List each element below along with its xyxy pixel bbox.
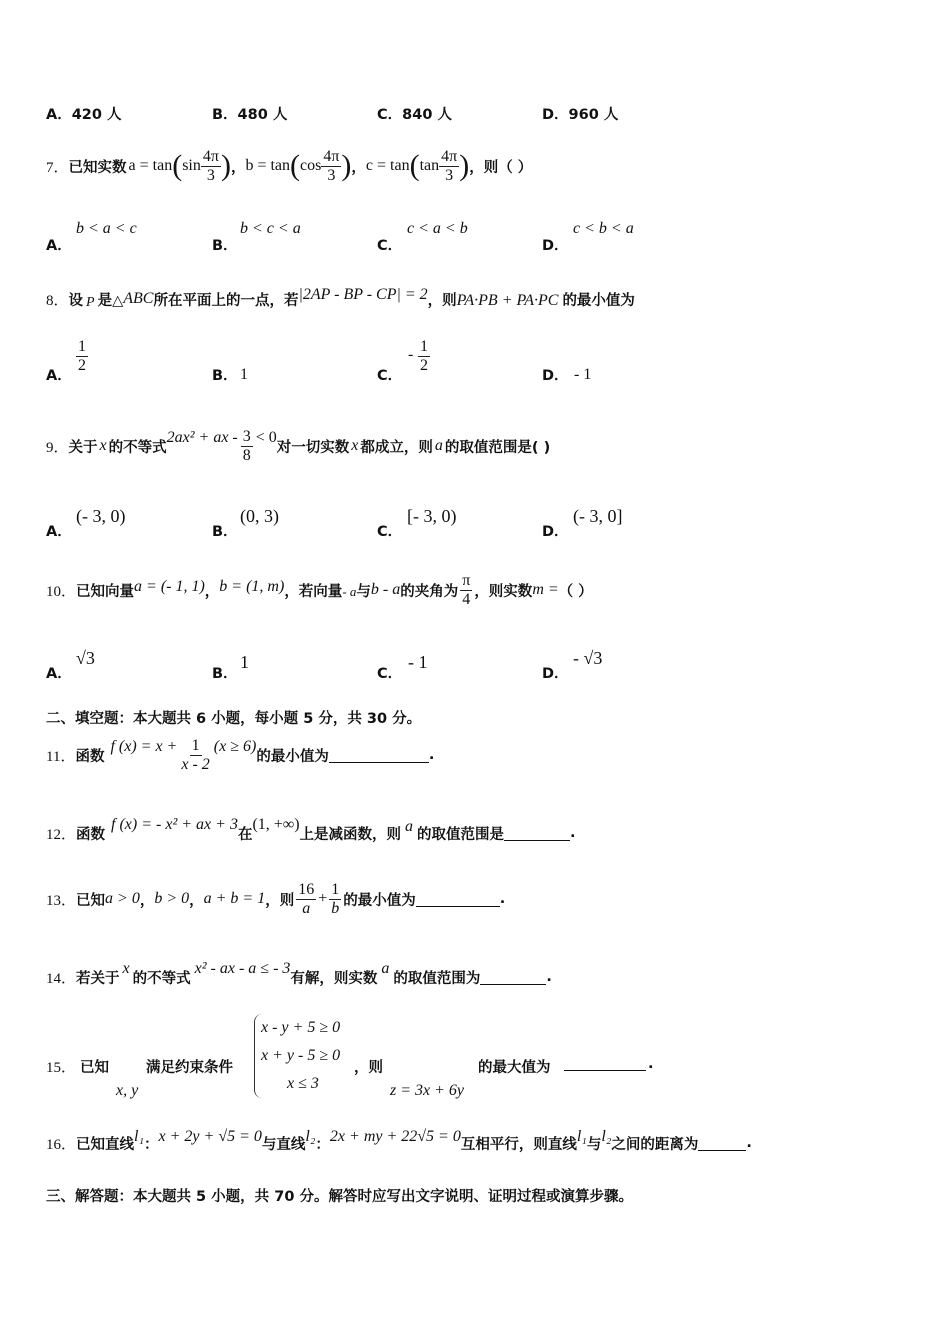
q15-text-3: ，则 (354, 1060, 383, 1076)
q9-text-4: 都成立，则 (360, 439, 433, 456)
q13-sep-1: ， (139, 892, 155, 909)
q7-c-fraction: $\frac{4\pi}{3}$ (441, 147, 458, 184)
q9-option-a: (- 3, 0) (76, 506, 126, 526)
q9-inequality-right: < 0 (255, 429, 277, 446)
q13-answer-blank[interactable] (416, 892, 500, 907)
q12-interval: (1, +∞) (252, 816, 300, 833)
q10-text-1: 已知向量 (76, 583, 135, 600)
q15-text-1: 已知 (80, 1060, 109, 1076)
q7-paren-open-b: ( (290, 149, 301, 182)
q16-text-3: 互相平行，则直线 (460, 1136, 577, 1153)
q8-point-p: P (86, 295, 95, 310)
q7-paren-open-c: ( (409, 149, 420, 182)
q10-option-a: √3 (76, 648, 95, 668)
q7-option-c-label: C． (377, 238, 403, 254)
q11-number: 11． (46, 748, 76, 765)
q10-text-6: （ ） (558, 583, 593, 600)
q10-var-m: m = (532, 581, 559, 598)
q10-fraction: $\frac{\pi}{4}$ (462, 571, 471, 608)
q7-paren-close-a: ) (220, 149, 231, 182)
question-10 (46, 566, 593, 614)
q16-end: . (746, 1135, 752, 1151)
q8-text-2: 是△ (97, 292, 124, 309)
q10-text-2: ，若向量 (284, 583, 343, 600)
q7-option-b-label: B． (212, 238, 238, 254)
q13-fraction-2: $\frac{1}{b}$ (331, 880, 340, 917)
q14-end: . (546, 969, 552, 985)
q12-number: 12． (46, 826, 77, 843)
q8-number: 8． (46, 292, 69, 309)
q16-number: 16． (46, 1136, 77, 1153)
q12-text-1: 函数 (76, 826, 106, 843)
q7-option-c: c < a < b (407, 220, 468, 237)
question-9 (46, 424, 550, 468)
q16-equation-2: 2x + my + 22√5 = 0 (329, 1128, 461, 1145)
q10-option-d-label: D． (542, 666, 569, 682)
q12-text-2: 在 (237, 826, 253, 843)
q15-number: 15． (46, 1060, 77, 1076)
q8-expression: PA·PB + PA·PC (456, 292, 559, 309)
q7-a-expr: a = tan (128, 157, 173, 174)
q8-condition: |2AP - BP - CP| = 2 (298, 286, 428, 303)
q13-sep-2: ， (189, 892, 204, 909)
q12-function: f (x) = - x² + ax + 3 (111, 816, 238, 833)
q9-option-b-label: B． (212, 524, 238, 540)
q11-fraction: $\frac{1}{x - 2}$ (181, 736, 210, 773)
q6-option-d: D．960 人 (542, 107, 619, 123)
q13-plus: + (318, 890, 328, 907)
q10-b-minus-a: b - a (370, 581, 401, 598)
q11-answer-blank[interactable] (329, 748, 429, 763)
q9-text-5: 的取值范围是( ) (444, 439, 551, 456)
q7-b-inner: cos (300, 157, 322, 174)
q10-sep: ， (204, 583, 220, 600)
section-2-heading: 二、填空题：本大题共 6 小题，每小题 5 分，共 30 分。 (46, 711, 422, 727)
section-3-heading: 三、解答题：本大题共 5 小题，共 70 分。解答时应写出文字说明、证明过程或演算步骤。 (46, 1189, 633, 1205)
q9-inequality-left: 2ax² + ax - (166, 429, 238, 446)
q7-a-inner: sin (182, 157, 201, 174)
question-8 (46, 284, 635, 314)
q9-var-x-2: x (351, 437, 359, 454)
q14-text-1: 若关于 (76, 970, 120, 987)
q12-end: . (570, 825, 576, 841)
q16-colon-2: ： (315, 1136, 330, 1153)
q12-var-a: a (405, 818, 414, 835)
q9-var-x: x (99, 437, 107, 454)
q8-text-5: 的最小值为 (562, 292, 635, 309)
q7-paren-open-a: ( (172, 149, 183, 182)
q11-text-1: 函数 (75, 748, 105, 765)
q7-c-expr: c = tan (365, 157, 410, 174)
question-7 (46, 141, 532, 191)
question-14 (46, 962, 552, 992)
q15-text-4: 的最大值为 (478, 1060, 551, 1076)
q7-b-fraction: $\frac{4\pi}{3}$ (323, 147, 340, 184)
q13-end: . (499, 891, 506, 907)
q7-option-a-label: A． (46, 238, 72, 254)
q14-text-2: 的不等式 (132, 970, 191, 987)
q10-neg-a: - a (342, 584, 357, 599)
q9-var-a: a (434, 437, 443, 454)
q9-option-b: (0, 3) (240, 506, 279, 526)
q13-number: 13． (46, 892, 77, 909)
q7-option-b: b < c < a (240, 220, 301, 237)
q14-number: 14． (46, 970, 77, 987)
q9-option-d: (- 3, 0] (573, 506, 623, 526)
q13-cond-2: b > 0 (154, 890, 190, 907)
q10-option-b-label: B． (212, 666, 238, 682)
question-16 (46, 1128, 752, 1158)
q13-text-2: ，则 (265, 892, 295, 909)
q7-option-a: b < a < c (76, 220, 137, 237)
question-13 (46, 876, 505, 922)
q8-option-d-label: D． (542, 368, 569, 384)
q10-text-5: ，则实数 (474, 583, 533, 600)
q9-option-c-label: C． (377, 524, 403, 540)
q15-constraint-system (254, 1014, 340, 1098)
q10-vector-b: b = (1, m) (219, 578, 285, 595)
q7-b-expr: b = tan (245, 157, 291, 174)
q8-option-b: 1 (240, 366, 248, 383)
q14-inequality: x² - ax - a ≤ - 3 (194, 960, 291, 977)
q16-line-l1-ref: l₁ (576, 1128, 587, 1145)
q10-option-c: - 1 (408, 652, 428, 672)
q8-option-c-fraction: $\frac{1}{2}$ (420, 338, 428, 374)
q11-condition: (x ≥ 6) (213, 738, 257, 755)
q16-text-4: 与 (586, 1136, 602, 1153)
q8-option-a-fraction: $\frac{1}{2}$ (78, 338, 86, 374)
q14-text-4: 的取值范围为 (393, 970, 481, 987)
q16-equation-1: x + 2y + √5 = 0 (158, 1128, 262, 1145)
q16-colon-1: ： (144, 1136, 159, 1153)
q9-option-c: [- 3, 0) (407, 506, 457, 526)
q16-line-l1: l₁ (134, 1128, 145, 1145)
q8-text-4: ，则 (427, 292, 457, 309)
q10-option-a-label: A． (46, 666, 72, 682)
q7-paren-close-b: ) (341, 149, 352, 182)
q15-answer-blank[interactable] (564, 1056, 646, 1071)
q11-text-2: 的最小值为 (256, 748, 329, 765)
q9-text-3: 对一切实数 (276, 439, 350, 456)
q10-text-3: 与 (356, 583, 371, 600)
q16-text-5: 之间的距离为 (611, 1136, 699, 1153)
q15-text-2: 满足约束条件 (146, 1060, 233, 1076)
q6-option-a: A．420 人 (46, 107, 122, 123)
question-11 (46, 733, 434, 777)
q9-option-d-label: D． (542, 524, 569, 540)
q10-text-4: 的夹角为 (400, 583, 459, 600)
q6-option-c: C．840 人 (377, 107, 452, 123)
q15-constraint-1: x - y + 5 ≥ 0 (261, 1019, 341, 1036)
q7-tail: ，则（ ） (469, 159, 533, 176)
q8-option-d: - 1 (574, 366, 592, 383)
q8-option-c-sign: - (408, 346, 414, 363)
q13-text-1: 已知 (76, 892, 106, 909)
q14-text-3: 有解，则实数 (290, 970, 378, 987)
q13-cond-1: a > 0 (105, 890, 140, 907)
q8-option-c-label: C． (377, 368, 403, 384)
question-15 (46, 1012, 926, 1104)
q14-answer-blank[interactable] (480, 970, 546, 985)
q16-text-2: 与直线 (261, 1136, 306, 1153)
q14-var-a: a (381, 960, 390, 977)
q15-objective: z = 3x + 6y (390, 1082, 465, 1099)
q8-option-b-label: B． (212, 368, 238, 384)
q7-paren-close-c: ) (459, 149, 470, 182)
q8-text-3: 所在平面上的一点，若 (153, 292, 299, 309)
q16-line-l2: l₂ (305, 1128, 316, 1145)
q12-text-4: 的取值范围是 (417, 826, 505, 843)
q12-text-3: 上是减函数，则 (299, 826, 402, 843)
q7-c-inner: tan (419, 157, 440, 174)
q13-fraction-1: $\frac{16}{a}$ (298, 880, 315, 917)
q9-option-a-label: A． (46, 524, 72, 540)
q7-sep-2: ， (351, 159, 366, 176)
q11-function: f (x) = x + (110, 738, 178, 755)
q8-option-a-label: A． (46, 368, 72, 384)
q7-sep-1: ， (230, 159, 246, 176)
q6-option-b: B．480 人 (212, 107, 288, 123)
q7-option-d: c < b < a (573, 220, 634, 237)
q10-option-c-label: C． (377, 666, 403, 682)
q9-text-1: 关于 (68, 439, 98, 456)
q7-number: 7． (46, 159, 69, 176)
q10-vector-a: a = (- 1, 1) (134, 578, 205, 595)
q15-constraint-2: x + y - 5 ≥ 0 (261, 1047, 341, 1064)
q16-line-l2-ref: l₂ (601, 1128, 612, 1145)
q14-var-x: x (122, 960, 130, 977)
q16-text-1: 已知直线 (76, 1136, 135, 1153)
q13-cond-3: a + b = 1 (203, 890, 266, 907)
q8-triangle: ABC (123, 290, 154, 307)
q16-answer-blank[interactable] (698, 1136, 746, 1151)
q10-option-b: 1 (240, 652, 249, 672)
q7-lead: 已知实数 (68, 159, 127, 176)
q10-option-d: - √3 (573, 648, 603, 668)
q11-end: . (428, 747, 435, 763)
q9-text-2: 的不等式 (108, 439, 167, 456)
q15-vars: x, y (116, 1082, 139, 1099)
q8-text-1: 设 (68, 292, 84, 309)
q12-answer-blank[interactable] (504, 826, 570, 841)
question-12 (46, 818, 576, 848)
q10-number: 10． (46, 583, 77, 600)
q15-end: . (648, 1056, 654, 1072)
q9-fraction: $\frac{3}{8}$ (242, 427, 251, 464)
q7-a-fraction: $\frac{4\pi}{3}$ (202, 147, 219, 184)
q15-constraint-3: x ≤ 3 (287, 1075, 319, 1092)
q13-text-3: 的最小值为 (343, 892, 416, 909)
q9-number: 9． (46, 439, 69, 456)
q7-option-d-label: D． (542, 238, 569, 254)
